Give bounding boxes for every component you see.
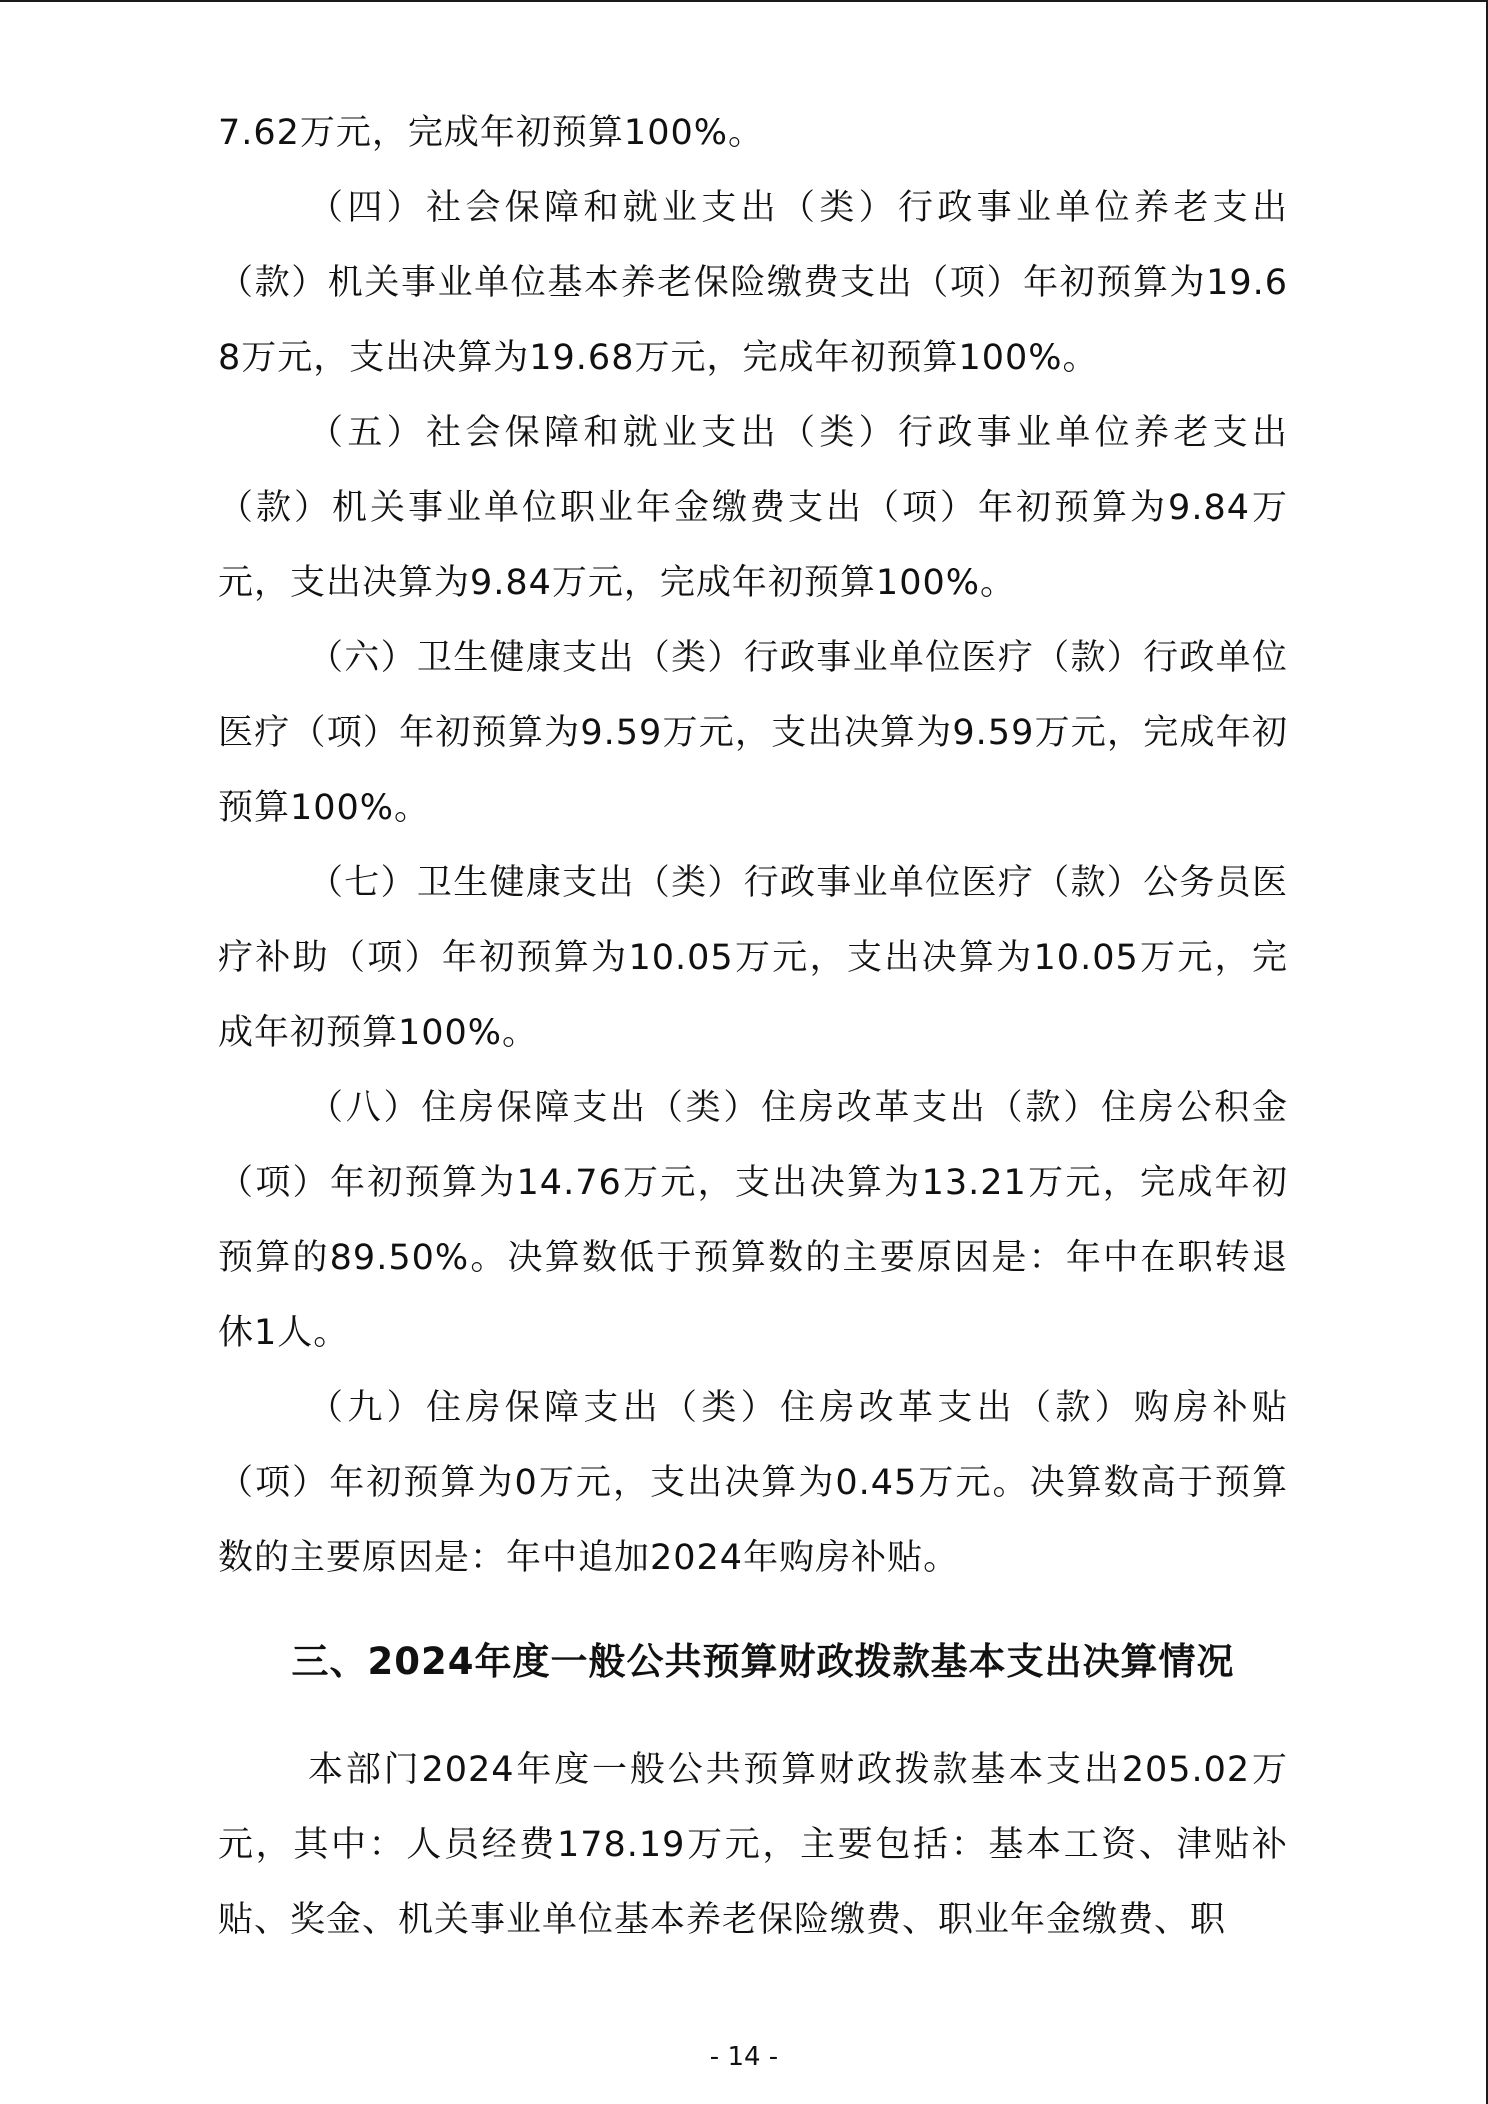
paragraph-item-9: （九）住房保障支出（类）住房改革支出（款）购房补贴（项）年初预算为0万元，支出决算为0.45万元。决算数高于预算数的主要原因是：年中追加2024年购房补贴。 bbox=[218, 1388, 1288, 1578]
section-heading: 三、2024年度一般公共预算财政拨款基本支出决算情况 bbox=[291, 1640, 1235, 1683]
document-body bbox=[218, 96, 1288, 1958]
paragraph-item-4: （四）社会保障和就业支出（类）行政事业单位养老支出（款）机关事业单位基本养老保险缴费支出（项）年初预算为19.68万元，支出决算为19.68万元，完成年初预算100%。 bbox=[218, 188, 1288, 378]
section-paragraph: 本部门2024年度一般公共预算财政拨款基本支出205.02万元，其中：人员经费178.19万元，主要包括：基本工资、津贴补贴、奖金、机关事业单位基本养老保险缴费、职业年金缴费、职 bbox=[218, 1750, 1288, 1940]
page-number: - 14 - bbox=[709, 2042, 779, 2072]
paragraph-item-6: （六）卫生健康支出（类）行政事业单位医疗（款）行政单位医疗（项）年初预算为9.59万元，支出决算为9.59万元，完成年初预算100%。 bbox=[218, 638, 1288, 828]
paragraph-item-8: （八）住房保障支出（类）住房改革支出（款）住房公积金（项）年初预算为14.76万元，支出决算为13.21万元，完成年初预算的89.50%。决算数低于预算数的主要原因是：年中在职转退休1人。 bbox=[218, 1088, 1288, 1353]
paragraph-continuation: 7.62万元，完成年初预算100%。 bbox=[218, 113, 764, 153]
paragraph-item-7: （七）卫生健康支出（类）行政事业单位医疗（款）公务员医疗补助（项）年初预算为10.05万元，支出决算为10.05万元，完成年初预算100%。 bbox=[218, 863, 1288, 1053]
paragraph-item-5: （五）社会保障和就业支出（类）行政事业单位养老支出（款）机关事业单位职业年金缴费支出（项）年初预算为9.84万元，支出决算为9.84万元，完成年初预算100%。 bbox=[218, 413, 1288, 603]
top-border-line bbox=[0, 0, 1488, 2]
